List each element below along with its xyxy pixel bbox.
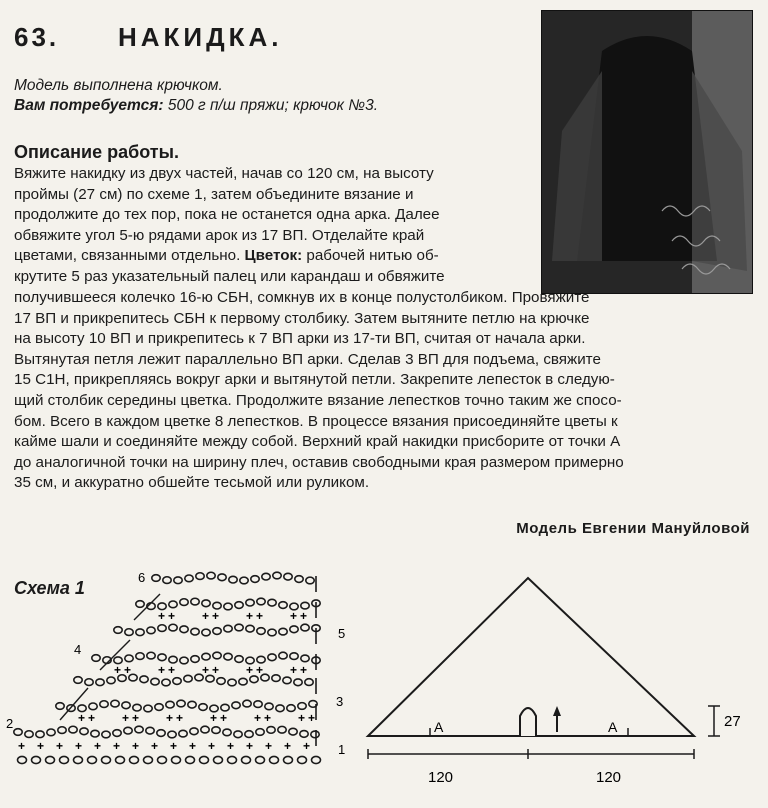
chain-stitch-symbol: [166, 701, 174, 708]
chain-stitch-symbol: [46, 756, 55, 763]
single-crochet-symbol: +: [170, 739, 178, 753]
single-crochet-symbol: +: [303, 739, 311, 753]
flower-label: Цветок:: [244, 247, 303, 265]
chain-stitch-symbol: [136, 629, 144, 636]
chain-stitch-symbol: [135, 726, 143, 733]
chain-stitch-symbol: [60, 756, 69, 763]
single-crochet-symbol: +: [113, 739, 121, 753]
intro-line: Модель выполнена крючком.: [14, 77, 223, 94]
description-top: [14, 164, 532, 288]
single-crochet-symbol: +: [114, 663, 122, 677]
chain-stitch-symbol: [265, 703, 273, 710]
article-title: НАКИДКА.: [118, 22, 283, 52]
armhole-loop: [520, 708, 536, 736]
single-crochet-symbol: +: [166, 711, 174, 725]
chain-stitch-symbol: [268, 599, 276, 606]
chain-stitch-symbol: [228, 756, 237, 763]
chain-stitch-symbol: [179, 730, 187, 737]
model-photo: [541, 10, 753, 294]
description-line: щий столбик середины цветка. Продолжите вязание лепестков точно таким же спосо-: [14, 391, 622, 409]
chain-stitch-symbol: [217, 678, 225, 685]
width-right-label: 120: [596, 769, 622, 786]
model-credit: Модель Евгении Мануйловой: [516, 520, 750, 537]
description-line: крутите 5 раз указательный палец или карандаш и обвяжите: [14, 267, 445, 285]
chain-stitch-symbol: [235, 656, 243, 663]
chart-marks: [14, 572, 321, 763]
chain-stitch-symbol: [224, 653, 232, 660]
description-line: 35 см, и аккуратно обшейте тесьмой или руликом.: [14, 474, 370, 492]
single-crochet-symbol: +: [56, 739, 64, 753]
chain-stitch-symbol: [278, 726, 286, 733]
chain-stitch-symbol: [56, 703, 64, 710]
chain-stitch-symbol: [184, 675, 192, 682]
chain-stitch-symbol: [289, 728, 297, 735]
chain-stitch-symbol: [214, 756, 223, 763]
single-crochet-symbol: +: [202, 609, 210, 623]
chain-stitch-symbol: [173, 678, 181, 685]
chain-stitch-symbol: [202, 600, 210, 607]
single-crochet-symbol: +: [308, 711, 316, 725]
single-crochet-symbol: +: [158, 663, 166, 677]
single-crochet-symbol: +: [220, 711, 228, 725]
chain-stitch-symbol: [257, 656, 265, 663]
chain-stitch-symbol: [191, 628, 199, 635]
chain-stitch-symbol: [298, 756, 307, 763]
chain-stitch-symbol: [270, 756, 279, 763]
chain-stitch-symbol: [113, 730, 121, 737]
chain-stitch-symbol: [14, 729, 22, 736]
row-number-3: 3: [336, 694, 344, 709]
chain-stitch-symbol: [69, 726, 77, 733]
chain-stitch-symbol: [301, 602, 309, 609]
single-crochet-symbol: +: [168, 609, 176, 623]
chain-stitch-symbol: [191, 598, 199, 605]
single-crochet-symbol: +: [264, 711, 272, 725]
chain-stitch-symbol: [107, 677, 115, 684]
chain-stitch-symbol: [239, 678, 247, 685]
chain-stitch-symbol: [100, 701, 108, 708]
chain-stitch-symbol: [146, 727, 154, 734]
chain-stitch-symbol: [256, 756, 265, 763]
pattern-shape-diagram: [360, 570, 760, 795]
chain-stitch-symbol: [224, 625, 232, 632]
chain-stitch-symbol: [235, 602, 243, 609]
chain-stitch-symbol: [306, 577, 314, 584]
chain-stitch-symbol: [224, 603, 232, 610]
single-crochet-symbol: +: [300, 663, 308, 677]
row-number-2: 2: [6, 716, 14, 731]
single-crochet-symbol: +: [189, 739, 197, 753]
single-crochet-symbol: +: [18, 739, 26, 753]
single-crochet-symbol: +: [132, 711, 140, 725]
description-line: 15 С1Н, прикрепляясь вокруг арки и вытянутой петли. Закрепите лепесток в следую-: [14, 371, 615, 389]
chain-stitch-symbol: [96, 679, 104, 686]
chain-stitch-symbol: [85, 679, 93, 686]
chain-stitch-symbol: [290, 626, 298, 633]
chain-stitch-symbol: [124, 727, 132, 734]
chain-stitch-symbol: [279, 628, 287, 635]
chain-stitch-symbol: [305, 679, 313, 686]
chain-stitch-symbol: [240, 577, 248, 584]
chain-stitch-symbol: [191, 656, 199, 663]
photo-illustration: [542, 11, 752, 293]
single-crochet-symbol: +: [176, 711, 184, 725]
chain-stitch-symbol: [144, 756, 153, 763]
description-line: до аналогичной точки на ширину плеч, оставив свободными края размером примерно: [14, 453, 624, 471]
chain-stitch-symbol: [133, 704, 141, 711]
description-line: [14, 246, 532, 267]
chain-stitch-symbol: [232, 702, 240, 709]
single-crochet-symbol: +: [256, 663, 264, 677]
single-crochet-symbol: +: [290, 609, 298, 623]
chain-stitch-symbol: [18, 756, 27, 763]
chain-stitch-symbol: [180, 657, 188, 664]
description-line: проймы (27 см) по схеме 1, затем объедините вязание и: [14, 185, 414, 203]
chain-stitch-symbol: [268, 629, 276, 636]
materials-value: 500 г п/ш пряжи; крючок №3.: [163, 97, 378, 114]
chain-stitch-symbol: [246, 625, 254, 632]
single-crochet-symbol: +: [212, 663, 220, 677]
chain-stitch-symbol: [163, 577, 171, 584]
single-crochet-symbol: +: [78, 711, 86, 725]
description-line: бом. Всего в каждом цветке 8 лепестков. В процессе вязания присоединяйте цветы к: [14, 412, 618, 430]
chain-stitch-symbol: [125, 629, 133, 636]
intro-block: [14, 76, 378, 116]
single-crochet-symbol: +: [265, 739, 273, 753]
chain-stitch-symbol: [228, 679, 236, 686]
single-crochet-symbol: +: [227, 739, 235, 753]
chain-stitch-symbol: [257, 628, 265, 635]
chain-stitch-symbol: [169, 656, 177, 663]
chain-stitch-symbol: [284, 756, 293, 763]
chain-stitch-symbol: [218, 574, 226, 581]
description-line: обвяжите угол 5-ю рядами арок из 17 ВП. Отделайте край: [14, 226, 425, 244]
chain-stitch-symbol: [287, 705, 295, 712]
chain-stitch-symbol: [213, 602, 221, 609]
chain-stitch-symbol: [200, 756, 209, 763]
row-number-1: 1: [338, 742, 346, 757]
chain-stitch-symbol: [254, 701, 262, 708]
chain-stitch-symbol: [294, 679, 302, 686]
description-line: на высоту 10 ВП и прикрепитесь к 7 ВП арки из 17-ти ВП, считая от начала арки.: [14, 330, 586, 348]
chain-stitch-symbol: [272, 675, 280, 682]
schema-label: Схема 1: [14, 578, 85, 598]
chain-stitch-symbol: [267, 727, 275, 734]
chain-stitch-symbol: [202, 629, 210, 636]
chain-stitch-symbol: [58, 727, 66, 734]
materials-line: [14, 96, 378, 116]
chain-stitch-symbol: [102, 731, 110, 738]
single-crochet-symbol: +: [122, 711, 130, 725]
chain-stitch-symbol: [158, 654, 166, 661]
chain-stitch-symbol: [147, 652, 155, 659]
chain-stitch-symbol: [212, 727, 220, 734]
chain-stitch-symbol: [130, 756, 139, 763]
single-crochet-symbol: +: [212, 609, 220, 623]
chain-stitch-symbol: [262, 573, 270, 580]
single-crochet-symbol: +: [132, 739, 140, 753]
single-crochet-symbol: +: [158, 609, 166, 623]
width-left-label: 120: [428, 769, 454, 786]
single-crochet-symbol: +: [246, 739, 254, 753]
single-crochet-symbol: +: [210, 711, 218, 725]
chain-stitch-symbol: [213, 652, 221, 659]
chain-stitch-symbol: [102, 756, 111, 763]
height-label: 27: [724, 713, 741, 730]
chain-stitch-symbol: [188, 701, 196, 708]
chain-stitch-symbol: [25, 731, 33, 738]
chain-stitch-symbol: [162, 679, 170, 686]
single-crochet-symbol: +: [124, 663, 132, 677]
chain-stitch-symbol: [168, 731, 176, 738]
chain-stitch-symbol: [235, 624, 243, 631]
point-a-right: A: [608, 719, 618, 735]
chain-stitch-symbol: [207, 572, 215, 579]
row-number-4: 4: [74, 642, 82, 657]
description-text: цветами, связанными отдельно.: [14, 247, 245, 265]
chain-stitch-symbol: [125, 655, 133, 662]
chain-stitch-symbol: [185, 575, 193, 582]
chain-stitch-symbol: [202, 653, 210, 660]
single-crochet-symbol: +: [290, 663, 298, 677]
chain-stitch-symbol: [290, 653, 298, 660]
single-crochet-symbol: +: [300, 609, 308, 623]
chain-stitch-symbol: [186, 756, 195, 763]
chain-stitch-symbol: [147, 627, 155, 634]
chain-stitch-symbol: [169, 601, 177, 608]
chain-stitch-symbol: [223, 729, 231, 736]
chain-stitch-symbol: [136, 653, 144, 660]
chain-stitch-symbol: [74, 677, 82, 684]
description-line: кайме шали и соединяйте между собой. Верхний край накидки присборите от точки А: [14, 433, 621, 451]
chain-stitch-symbol: [36, 731, 44, 738]
chain-stitch-symbol: [180, 599, 188, 606]
chain-stitch-symbol: [251, 576, 259, 583]
single-crochet-symbol: +: [284, 739, 292, 753]
chain-stitch-symbol: [47, 729, 55, 736]
chain-stitch-symbol: [229, 576, 237, 583]
chain-stitch-symbol: [152, 575, 160, 582]
chain-stitch-symbol: [257, 598, 265, 605]
chain-stitch-symbol: [221, 704, 229, 711]
chain-stitch-symbol: [169, 624, 177, 631]
description-line: получившееся колечко 16-ю СБН, сомкнув их в конце полустолбиком. Провяжите: [14, 289, 590, 306]
chain-stitch-symbol: [300, 731, 308, 738]
chain-stitch-symbol: [243, 700, 251, 707]
description-bottom: [14, 288, 750, 494]
materials-label: Вам потребуется:: [14, 97, 164, 114]
chain-stitch-symbol: [196, 573, 204, 580]
chain-stitch-symbol: [32, 756, 41, 763]
single-crochet-symbol: +: [37, 739, 45, 753]
row-number-6: 6: [138, 570, 146, 585]
chain-stitch-symbol: [92, 655, 100, 662]
description-line: 17 ВП и прикрепитесь СБН к первому столбику. Затем вытяните петлю на крючке: [14, 309, 590, 327]
chain-stitch-symbol: [89, 703, 97, 710]
point-a-left: A: [434, 719, 444, 735]
single-crochet-symbol: +: [94, 739, 102, 753]
chain-stitch-symbol: [122, 702, 130, 709]
description-line: Вяжите накидку из двух частей, начав со 120 см, на высоту: [14, 165, 434, 182]
single-crochet-symbol: +: [298, 711, 306, 725]
chain-stitch-symbol: [242, 756, 251, 763]
chain-stitch-symbol: [158, 625, 166, 632]
chain-stitch-symbol: [201, 726, 209, 733]
chain-stitch-symbol: [190, 728, 198, 735]
chain-stitch-symbol: [74, 756, 83, 763]
chain-stitch-symbol: [268, 654, 276, 661]
chain-stitch-symbol: [172, 756, 181, 763]
chain-stitch-symbol: [276, 705, 284, 712]
crochet-chart: [0, 560, 360, 780]
chain-stitch-symbol: [279, 652, 287, 659]
article-number: 63.: [14, 22, 60, 52]
description-line: Вытянутая петля лежит параллельно ВП арки. Сделав 3 ВП для подъема, свяжите: [14, 350, 601, 368]
chain-stitch-symbol: [213, 628, 221, 635]
chain-stitch-symbol: [283, 677, 291, 684]
single-crochet-symbol: +: [168, 663, 176, 677]
chain-stitch-symbol: [256, 729, 264, 736]
chain-stitch-symbol: [136, 601, 144, 608]
chain-stitch-symbol: [295, 576, 303, 583]
chain-stitch-symbol: [234, 731, 242, 738]
chain-stitch-symbol: [174, 577, 182, 584]
single-crochet-symbol: +: [151, 739, 159, 753]
chain-stitch-symbol: [311, 731, 319, 738]
chain-stitch-symbol: [298, 703, 306, 710]
arrow-head: [553, 706, 561, 716]
chain-stitch-symbol: [91, 730, 99, 737]
chain-stitch-symbol: [279, 602, 287, 609]
chain-stitch-symbol: [301, 624, 309, 631]
chain-stitch-symbol: [116, 756, 125, 763]
single-crochet-symbol: +: [88, 711, 96, 725]
single-crochet-symbol: +: [75, 739, 83, 753]
chain-stitch-symbol: [177, 700, 185, 707]
row-number-5: 5: [338, 626, 346, 641]
chain-stitch-symbol: [180, 626, 188, 633]
chain-stitch-symbol: [158, 756, 167, 763]
chain-stitch-symbol: [273, 572, 281, 579]
chain-stitch-symbol: [88, 756, 97, 763]
single-crochet-symbol: +: [246, 663, 254, 677]
chain-stitch-symbol: [151, 678, 159, 685]
chain-stitch-symbol: [111, 700, 119, 707]
chain-stitch-symbol: [312, 756, 321, 763]
description-line: продолжите до тех пор, пока не останется одна арка. Далее: [14, 206, 440, 224]
chain-stitch-symbol: [245, 731, 253, 738]
chain-stitch-symbol: [246, 599, 254, 606]
section-title: Описание работы.: [14, 142, 179, 162]
single-crochet-symbol: +: [246, 609, 254, 623]
chain-stitch-symbol: [284, 573, 292, 580]
description-text: рабочей нитью об-: [302, 247, 439, 265]
chain-stitch-symbol: [80, 728, 88, 735]
chain-stitch-symbol: [114, 627, 122, 634]
chain-stitch-symbol: [140, 676, 148, 683]
chain-stitch-symbol: [301, 655, 309, 662]
single-crochet-symbol: +: [256, 609, 264, 623]
chain-stitch-symbol: [155, 704, 163, 711]
single-crochet-symbol: +: [202, 663, 210, 677]
chain-stitch-symbol: [157, 730, 165, 737]
chain-stitch-symbol: [199, 704, 207, 711]
single-crochet-symbol: +: [208, 739, 216, 753]
single-crochet-symbol: +: [254, 711, 262, 725]
chain-stitch-symbol: [144, 705, 152, 712]
